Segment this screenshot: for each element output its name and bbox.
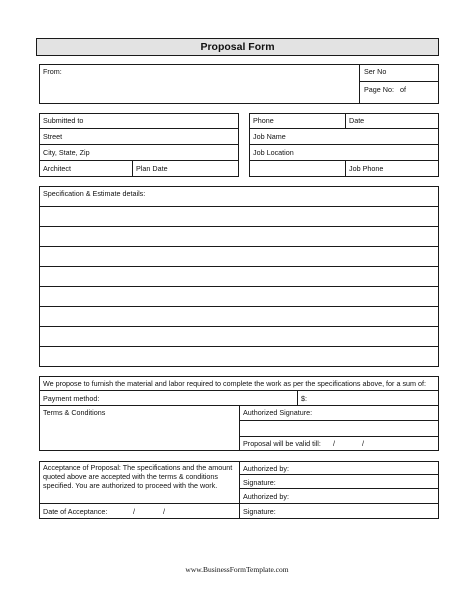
job-info-section: [249, 113, 439, 177]
job-location-field[interactable]: Job Location: [253, 148, 294, 157]
acceptance-statement: Acceptance of Proposal: The specifications and the amount quoted above are accepted with the terms & conditions specified. You are authorized to proceed with the work.: [43, 463, 233, 490]
from-field[interactable]: From:: [43, 67, 62, 76]
form-title-bar: [36, 38, 439, 56]
street-field[interactable]: Street: [43, 132, 63, 141]
city-state-zip-field[interactable]: City, State, Zip: [43, 148, 90, 157]
authorized-by-field[interactable]: Authorized by:: [243, 464, 289, 473]
authorized-signature-field[interactable]: Authorized Signature:: [243, 408, 313, 417]
job-phone-field[interactable]: Job Phone: [349, 164, 384, 173]
date-of-acceptance-field[interactable]: Date of Acceptance:: [43, 507, 108, 516]
footer-text: www.BusinessFormTemplate.com: [185, 565, 289, 574]
job-name-field[interactable]: Job Name: [253, 132, 286, 141]
page-no-field[interactable]: Page No:: [364, 85, 394, 94]
architect-field[interactable]: Architect: [43, 164, 71, 173]
plan-date-field[interactable]: Plan Date: [136, 164, 168, 173]
signature-field[interactable]: Signature:: [243, 507, 276, 516]
phone-field[interactable]: Phone: [253, 116, 274, 125]
proposal-statement: We propose to furnish the material and labor required to complete the work as per the specifications above, for a sum of:: [43, 379, 427, 388]
ser-no-field[interactable]: Ser No: [364, 67, 387, 76]
date-field[interactable]: Date: [349, 116, 365, 125]
signature-field[interactable]: Signature:: [243, 478, 276, 487]
amount-field[interactable]: $:: [301, 394, 307, 403]
valid-till-field[interactable]: Proposal will be valid till:: [243, 439, 321, 448]
form-title: Proposal Form: [200, 41, 275, 53]
authorized-by-field[interactable]: Authorized by:: [243, 492, 289, 501]
acceptance-date-separator: /: [133, 507, 135, 516]
page-of-label: of: [400, 85, 406, 94]
acceptance-date-separator: /: [163, 507, 165, 516]
specification-label: Specification & Estimate details:: [43, 189, 146, 198]
payment-method-field[interactable]: Payment method:: [43, 394, 100, 403]
valid-till-separator: /: [333, 439, 335, 448]
submitted-to-field[interactable]: Submitted to: [43, 116, 84, 125]
valid-till-separator: /: [362, 439, 364, 448]
specification-section: [39, 186, 439, 367]
terms-conditions-field[interactable]: Terms & Conditions: [43, 408, 106, 417]
footer-url: [0, 565, 474, 574]
